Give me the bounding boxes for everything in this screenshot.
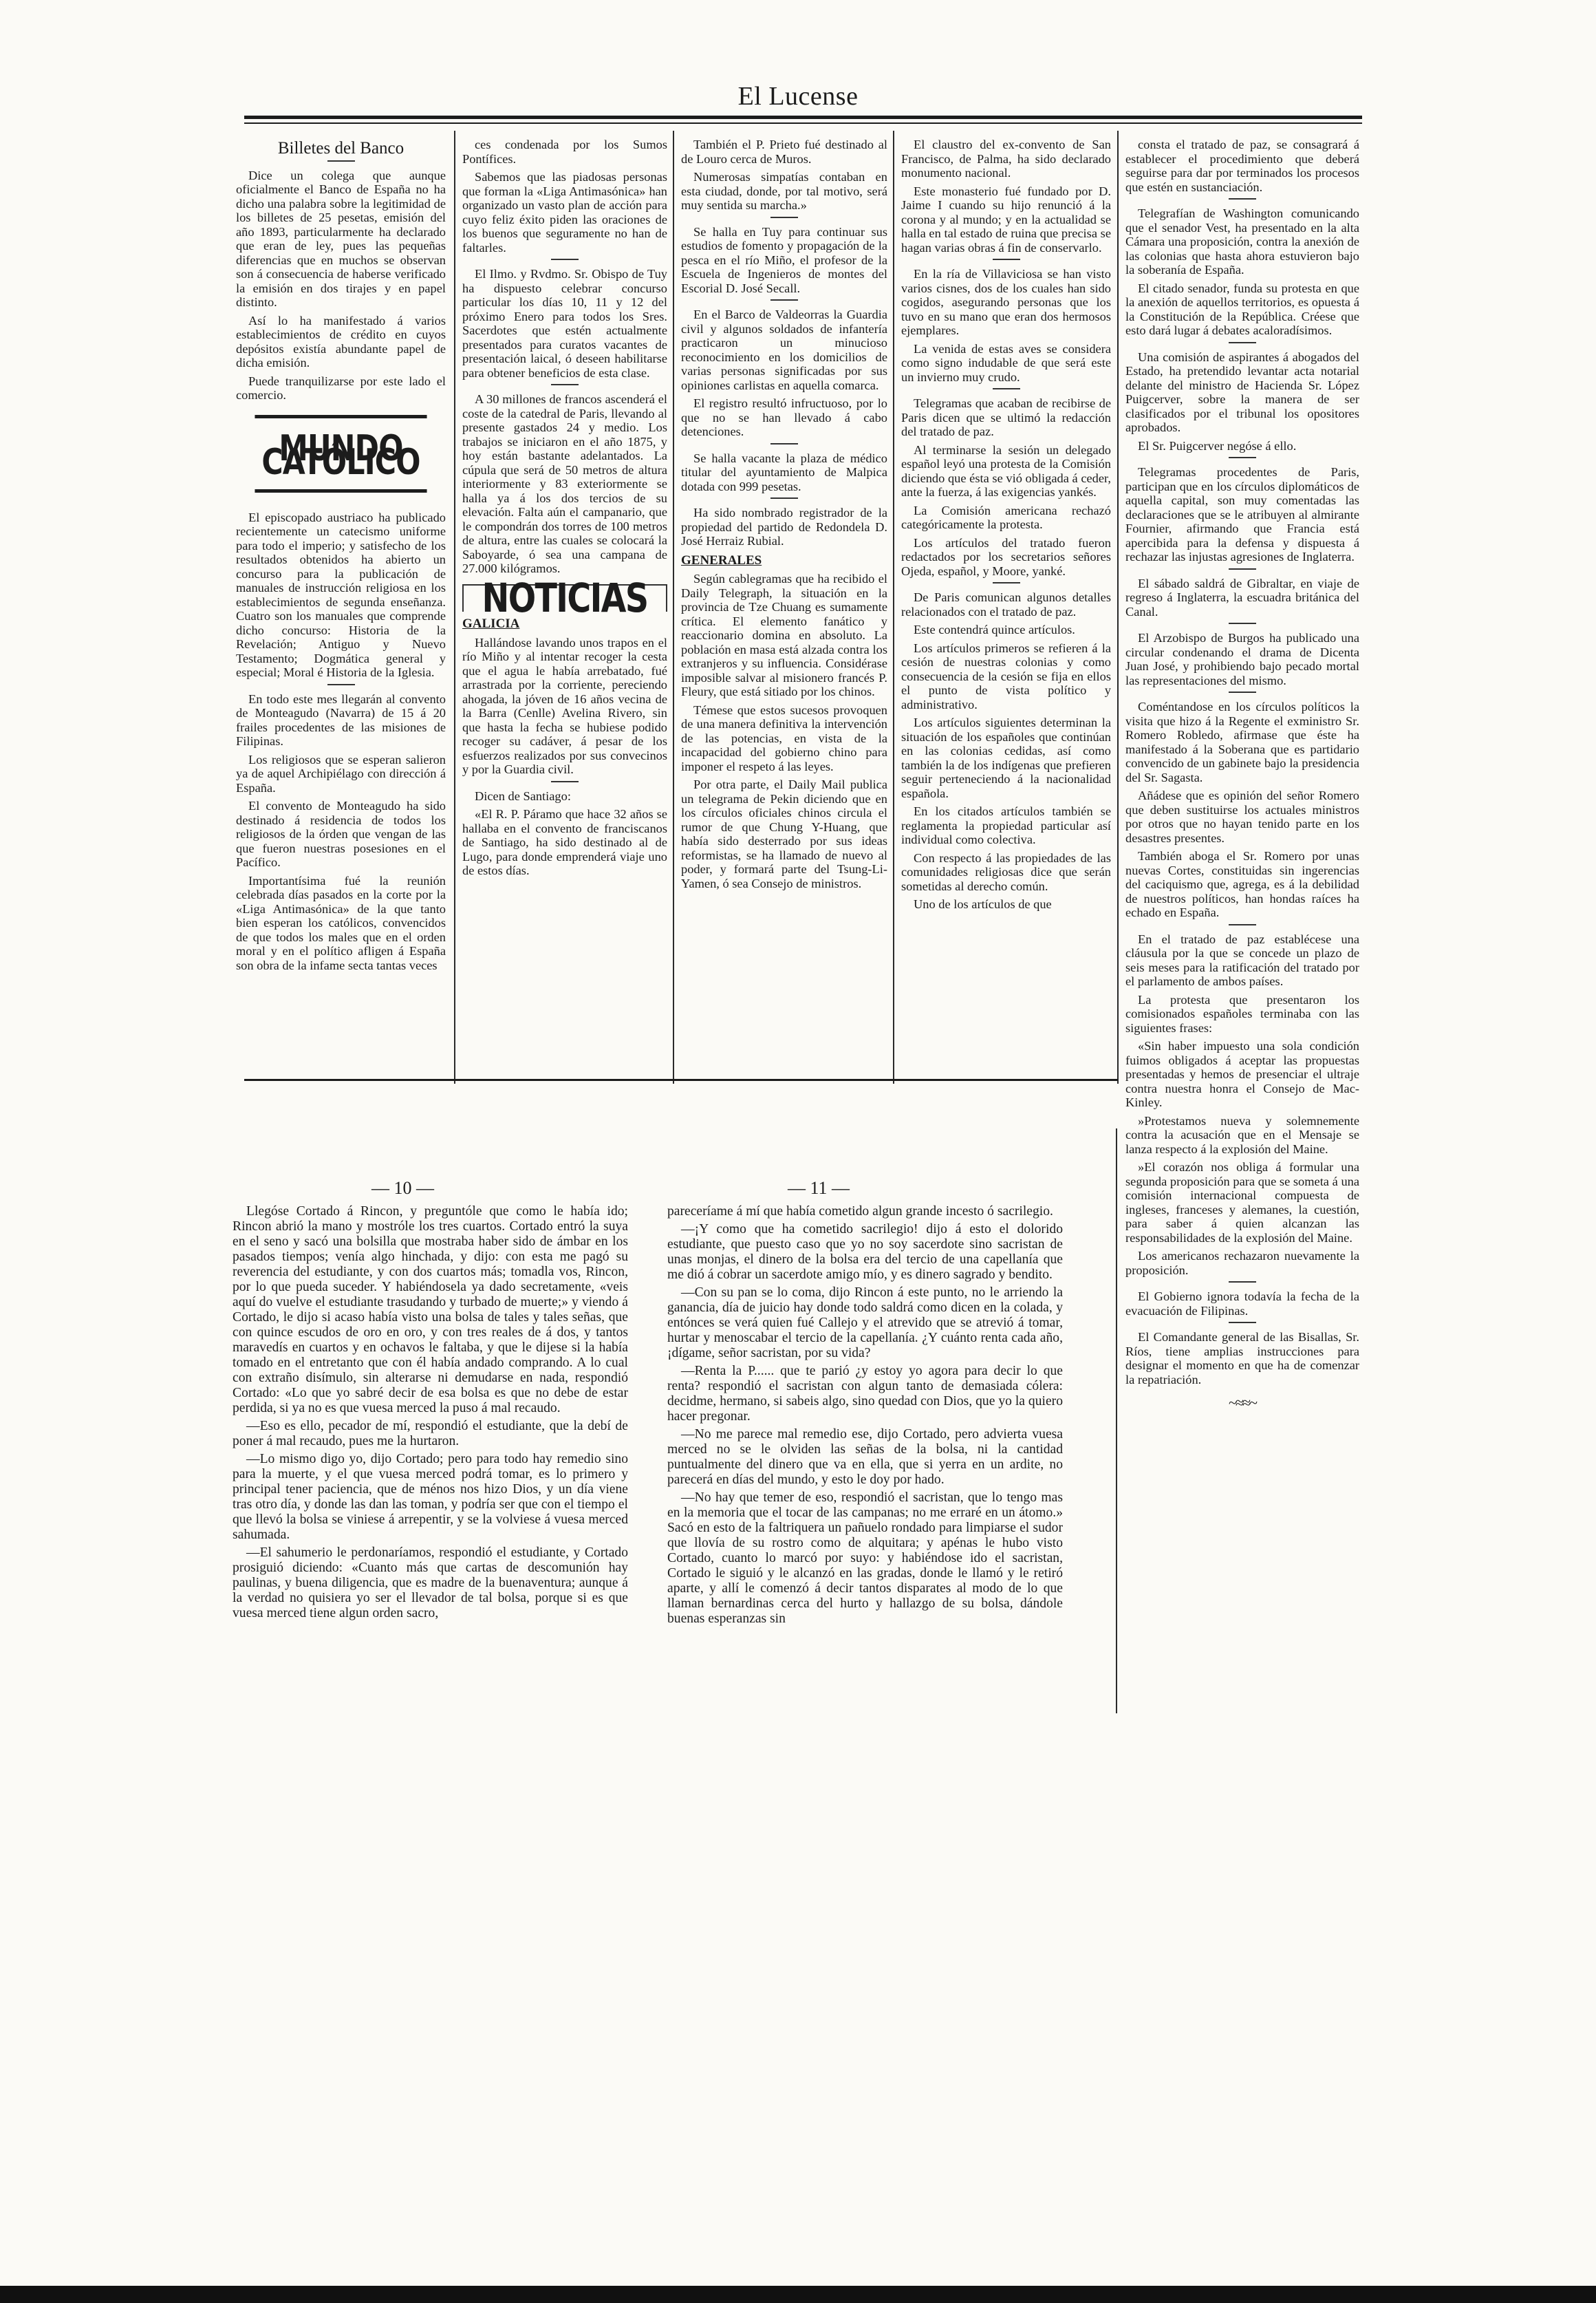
paragraph: Telegramas que acaban de recibirse de Paris dicen que se ultimó la redacción del tratado de paz. — [901, 396, 1111, 438]
paragraph: —Lo mismo digo yo, dijo Cortado; pero para todo hay remedio sino para la muerte, y el que vuesa merced podrá tomar, es lo primero y principal tener paciencia, que de ménos nos hizo Dios, y un día viene tras otro día, y donde las dan las toman, y podría ser que con el tiempo el que llevó la bolsa se viniese á arrepentir, y se la volviese á vuesa merced sahumada. — [233, 1452, 628, 1542]
ornament: ~≈≈~ — [1229, 1394, 1256, 1411]
paragraph: El sábado saldrá de Gibraltar, en viaje de regreso á Inglaterra, la escuadra británica del Canal. — [1125, 576, 1359, 619]
paragraph: —Con su pan se lo coma, dijo Rincon á este punto, no le arriendo la ganancia, día de juicio hay donde todo saldrá como dicen en la colada, y entónces se verá quien fué Callejo y el atrevido que se atrevió á tomar, hurtar y menoscabar el tercio de la capellanía. ¿Y cuánto renta cada año, ¡dígame, señor sacristan, por su vida? — [667, 1285, 1063, 1360]
separator — [327, 684, 355, 685]
paragraph: »El corazón nos obliga á formular una segunda proposición para que se someta á una comisión internacional compuesta de ingleses, franceses y alemanes, la cuestión, para saber á quien alcanzan las responsabilidades de la explosión del Maine. — [1125, 1160, 1359, 1245]
header-rule — [244, 116, 1362, 119]
paragraph: El Arzobispo de Burgos ha publicado una circular condenando el drama de Dicenta Juan José, y prohibiendo bajo pecado mortal las representaciones del mismo. — [1125, 631, 1359, 687]
paragraph: Los artículos primeros se refieren á la cesión de nuestras colonias y como consecuencia de la cesión se fija en ellos el punto de vista político y administrativo. — [901, 641, 1111, 711]
paragraph: En el Barco de Valdeorras la Guardia civil y algunos soldados de infantería practicaron un minucioso reconocimiento en los domicilios de varias personas significadas por sus opiniones carlistas en aquella comarca. — [681, 308, 887, 392]
header-rule-thin — [244, 122, 1362, 124]
subsection-heading: GALICIA — [462, 617, 520, 631]
paragraph: Uno de los artículos de que — [914, 897, 1052, 911]
paragraph: Al terminarse la sesión un delegado español leyó una protesta de la Comisión diciendo que ésta se vió obligada á ceder, ante la fuerza, á las exigencias yankés. — [901, 442, 1111, 499]
separator — [770, 299, 798, 301]
paragraph: —No hay que temer de eso, respondió el sacristan, que lo tengo mas en la memoria que el tocar de las campanas; no me erraré en un átomo.» Sacó en esto de la faltriquera un pañuelo rondado para limpiarse el sudor que llovía de su rostro como de alquitara; y apénas le hubo visto Cortado, cuanto lo marcó por suyo: y habiéndose ido el sacristan, Cortado le siguió y le alcanzó en las gradas, donde le llamó y le retiró aparte, y allí le comenzó á decir tantos disparates al modo de lo que llaman bernardinas cerca del hurto y hallazgo de su bolsa, dándole buenas esperanzas sin — [667, 1490, 1063, 1626]
paragraph: Sabemos que las piadosas personas que forman la «Liga Antimasónica» han organizado un vasto plan de acción para cuyo feliz éxito piden las oraciones de los buenos que seguramente no han de faltarles. — [462, 170, 667, 255]
section-heading-mundo-catolico: MUNDO CATÓLICO — [255, 415, 427, 493]
paragraph: Los artículos siguientes determinan la situación de los españoles que continúan en las colonias cedidas, así como también la de los indígenas que prefieren seguir perteneciendo á la nacionalidad española. — [901, 716, 1111, 800]
paragraph: Témese que estos sucesos provoquen de una manera definitiva la intervención de las potencias, en vista de la incapacidad del gobierno chino para imponer el respeto á las leyes. — [681, 703, 887, 773]
paragraph: Los religiosos que se esperan salieron ya de aquel Archipiélago con dirección á España. — [236, 752, 446, 795]
paragraph: Según cablegramas que ha recibido el Daily Telegraph, la situación en la provincia de Tze Chuang es sumamente crítica. El elemento fanático y reaccionario domina en absoluto. La población en masa está alzada contra los extranjeros y su influencia. Considérase imposible salvar al misionero francés P. Fleury, que está sitiado por los chinos. — [681, 572, 887, 698]
scan-edge — [0, 2286, 1596, 2303]
paragraph: La protesta que presentaron los comisionados españoles terminaba con las siguientes frases: — [1125, 992, 1359, 1035]
page-number-left: — 10 — — [371, 1178, 434, 1198]
column-2 — [462, 138, 667, 882]
paragraph: Numerosas simpatías contaban en esta ciudad, donde, por tal motivo, será muy sentida su marcha.» — [681, 170, 887, 212]
separator — [1229, 623, 1256, 624]
paragraph: También aboga el Sr. Romero por unas nuevas Cortes, constituidas sin ingerencias del caciquismo que, agrega, es á la debilidad de nuestros políticos, han hondas raíces ha echado en España. — [1125, 849, 1359, 919]
separator — [327, 160, 355, 162]
separator — [993, 388, 1020, 389]
paragraph: ces condenada por los Sumos Pontífices. — [462, 138, 667, 166]
paragraph: Añádese que es opinión del señor Romero que deben sustituirse los actuales ministros por otros que no hayan tenido parte en los desastres presentes. — [1125, 789, 1359, 845]
separator — [770, 443, 798, 444]
column-1 — [236, 138, 446, 976]
separator — [551, 259, 579, 260]
paragraph: La Comisión americana rechazó categóricamente la protesta. — [901, 503, 1111, 531]
separator — [1229, 1322, 1256, 1323]
separator — [1229, 1281, 1256, 1283]
paragraph: También el P. Prieto fué destinado al de Louro cerca de Muros. — [681, 138, 887, 166]
middle-rule — [244, 1079, 1118, 1081]
column-rule — [1116, 1128, 1117, 1713]
paragraph: El convento de Monteagudo ha sido destinado á residencia de todos los religiosos de la órden que vengan de las que fueron nuestras posesiones en el Pacífico. — [236, 799, 446, 869]
paragraph: El claustro del ex-convento de San Francisco, de Palma, ha sido declarado monumento nacional. — [901, 138, 1111, 180]
column-3 — [681, 138, 887, 895]
paragraph: Una comisión de aspirantes á abogados del Estado, ha pretendido levantar acta notarial delante del ministro de Hacienda Sr. López Puigcerver, sobre la manera de ser clasificados por el tribunal los opositores aprobados. — [1125, 350, 1359, 434]
separator — [770, 497, 798, 499]
paragraph: Dice un colega que aunque oficialmente el Banco de España no ha dicho una palabra sobre la legitimidad de los billetes de 25 pesetas, emisión del año 1893, particularmente ha declarado que eran de ley, pues las pequeñas diferencias que en muchos se observan son á consecuencia de haberse verificado la emisión en dos tirajes y en papel distinto. — [236, 168, 446, 309]
paragraph: El Gobierno ignora todavía la fecha de la evacuación de Filipinas. — [1125, 1289, 1359, 1318]
paragraph: La venida de estas aves se considera como signo indudable de que será este un invierno muy crudo. — [901, 341, 1111, 384]
paragraph: Telegramas procedentes de Paris, participan que en los círculos diplomáticos de aquella capital, son muy comentadas las declaraciones que se le atribuyen al almirante Fournier, afirmando que Francia está apercibida para la defensa y dispuesta á rechazar las injustas agresiones de Inglaterra. — [1125, 465, 1359, 564]
separator — [551, 384, 579, 385]
paragraph: «El R. P. Páramo que hace 32 años se hallaba en el convento de franciscanos de Santiago, ha sido destinado al de Lugo, para donde emprenderá viaje uno de estos días. — [462, 807, 667, 877]
column-rule — [893, 131, 894, 1084]
paragraph: »Protestamos nueva y solemnemente contra la acusación que en el Mensaje se lanza respecto á la explosión del Maine. — [1125, 1113, 1359, 1156]
paragraph: En los citados artículos también se reglamenta la propiedad particular así individual como colectiva. — [901, 804, 1111, 846]
separator — [1229, 342, 1256, 343]
paragraph: Telegrafían de Washington comunicando que el senador Vest, ha presentado en la alta Cámara una proposición, contra la anexión de las colonias que hasta ahora estuvieron bajo la soberanía de España. — [1125, 206, 1359, 277]
paragraph: De Paris comunican algunos detalles relacionados con el tratado de paz. — [901, 590, 1111, 619]
article-title: Billetes del Banco — [277, 139, 405, 158]
paragraph: —No me parece mal remedio ese, dijo Cortado, pero advierta vuesa merced no se le olviden las señas de la bolsa, ni la cantidad puntualmente del dinero que va en ella, que si yerra en un ardite, no parecerá en días del mundo, y esto le doy por hado. — [667, 1427, 1063, 1487]
paragraph: Este contendrá quince artículos. — [914, 623, 1075, 636]
column-rule — [454, 131, 455, 1084]
page-number-right: — 11 — — [788, 1178, 850, 1198]
paragraph: —¡Y como que ha cometido sacrilegio! dijo á esto el dolorido estudiante, que puesto caso que yo no soy sacerdote sino sacristan de unas monjas, el dinero de la bolsa era del tercio de una capellanía que me dió á cobrar un sacerdote amigo mío, y es dinero sagrado y bendito. — [667, 1222, 1063, 1282]
paragraph: consta el tratado de paz, se consagrará á establecer el procedimiento que deberá seguirse para dar por terminados los procesos que estén en sustanciación. — [1125, 138, 1359, 194]
paragraph: Puede tranquilizarse por este lado el comercio. — [236, 374, 446, 402]
column-rule — [1117, 131, 1119, 1084]
paragraph: Los artículos del tratado fueron redactados por los secretarios señores Ojeda, español, y Moore, yanké. — [901, 535, 1111, 578]
section-heading-noticias — [462, 574, 667, 621]
separator — [993, 582, 1020, 583]
paragraph: pareceríame á mí que había cometido algun grande incesto ó sacrilegio. — [667, 1204, 1053, 1219]
paragraph: «Sin haber impuesto una sola condición fuimos obligados á aceptar las propuestas presentadas y hemos de presenciar el ultraje contra nuestra honra el Consejo de Mac-Kinley. — [1125, 1039, 1359, 1109]
subsection-heading: GENERALES — [681, 553, 762, 568]
paragraph: Por otra parte, el Daily Mail publica un telegrama de Pekin diciendo que en los círculos oficiales chinos circula el rumor de que Chung Y-Huang, que había sido desterrado por sus ideas reformistas, se ha llamado de nuevo al poder, y formará parte del Tsung-Li-Yamen, ó sea Consejo de ministros. — [681, 778, 887, 890]
paragraph: El Comandante general de las Bisallas, Sr. Ríos, tiene amplias instrucciones para designar el momento en que ha de comenzar la repatriación. — [1125, 1330, 1359, 1386]
paragraph: Dicen de Santiago: — [475, 789, 571, 803]
paragraph: —El sahumerio le perdonaríamos, respondió el estudiante, y Cortado prosiguió diciendo: «Cuanto más que cartas de descomunión hay paulinas, y buena diligencia, que es madre de la buenaventura; aunque á la verdad no quisiera yo ser el llevador de tal bolsa, porque si es que vuesa merced tiene algun orden sacro, — [233, 1545, 628, 1620]
paragraph: Se halla en Tuy para continuar sus estudios de fomento y propagación de la pesca en el río Miño, el profesor de la Escuela de Ingenieros de montes del Escorial D. José Secall. — [681, 224, 887, 295]
column-4 — [901, 138, 1111, 916]
paragraph: —Renta la P...... que te parió ¿y estoy yo agora para decir lo que renta? respondió el sacristan con algun tanto de demasiada cólera: decidme, hermano, si sabeis algo, sino quedad con Dios, que yo la quiero hacer pregonar. — [667, 1364, 1063, 1424]
separator — [770, 217, 798, 218]
paragraph: En todo este mes llegarán al convento de Monteagudo (Navarra) de 15 á 20 frailes procedentes de las misiones de Filipinas. — [236, 692, 446, 748]
separator — [551, 781, 579, 782]
paragraph: A 30 millones de francos ascenderá el coste de la catedral de Paris, llevando al presente gastados 24 y medio. Los trabajos se iniciaron en el año 1875, y hoy están bastante adelantados. La cúpula que será de 50 metros de altura interiormente y 83 exteriormente se halla ya á los dos tercios de su elevación. Falta aún el campanario, que le compondrán dos torres de 100 metros de altura, entre las cuales se colocará la Saboyarde, ó sea una campana de 27.000 kilógramos. — [462, 392, 667, 575]
paragraph: Importantísima fué la reunión celebrada días pasados en la corte por la «Liga Antimasónica» de la que tanto bien esperan los católicos, convencidos de que todos los males que en el orden moral y en el político afligen á España son obra de la infame secta tantas veces — [236, 873, 446, 972]
column-rule — [673, 131, 674, 1084]
separator — [1229, 692, 1256, 693]
paragraph: Este monasterio fué fundado por D. Jaime I cuando su hijo renunció á la corona y al mundo; y en la actualidad se halla en tal estado de ruina que precisa se hagan varias obras á fin de conservarlo. — [901, 184, 1111, 255]
separator — [993, 259, 1020, 260]
paragraph: Se halla vacante la plaza de médico titular del ayuntamiento de Malpica dotada con 999 pesetas. — [681, 451, 887, 493]
paragraph: Llegóse Cortado á Rincon, y preguntóle que como le había ido; Rincon abrió la mano y mostróle los tres cuartos. Cortado entró la suya en el seno y sacó una bolsilla que mostraba haber sido de ámbar en los pasados tiempos; venía algo hinchada, y dijo: con esta me pagó su reverencia del estudiante, y con dos cuartos más; tomadla vos, Rincon, por lo que pueda suceder. Y habiéndosela ya dado secretamente, «veis aquí do vuelve el estudiante trasudando y turbado de muerte;» y viendo á Cortado, le dijo si acaso había visto una bolsa de tales y tales señas, que con quince escudos de oro en oro, y con tres reales de á dos, y tantos maravedís en cuartos y en ochavos le faltaba, y que le dijese si la había tomado en el entretanto que con él había andado comprando. A lo cual con extraño disímulo, sin alterarse ni demudarse en nada, respondió Cortado: «Lo que yo sabré decir de esa bolsa es que no debe de estar perdida, si ya no es que vuesa merced la puso á mal recaudo. — [233, 1204, 628, 1415]
noticias-label: NOTICIAS — [482, 574, 648, 621]
separator — [1229, 924, 1256, 925]
paragraph: Coméntandose en los círculos políticos la visita que hizo á la Regente el exministro Sr. Romero Robledo, afirmase que éste ha manifestado á la Soberana que es partidario convencido de un gabinete bajo la presidencia del Sr. Sagasta. — [1125, 700, 1359, 784]
paragraph: El Sr. Puigcerver negóse á ello. — [1138, 438, 1297, 453]
paragraph: Así lo ha manifestado á varios establecimientos de crédito en cuyos depósitos existía abundante papel de dicha emisión. — [236, 313, 446, 369]
book-page-right — [667, 1204, 1063, 1629]
separator — [1229, 568, 1256, 570]
paragraph: Ha sido nombrado registrador de la propiedad del partido de Redondela D. José Herraiz Rubial. — [681, 506, 887, 548]
paragraph: Hallándose lavando unos trapos en el río Miño y al intentar recoger la cesta que el agua le había arrebatado, fué arrastrada por la corriente, pereciendo ahogada, la jóven de 16 años vecina de la Barra (Cenlle) Avelina Rivero, sin que hasta la fecha se hubiese podido recoger su cadáver, á pesar de los esfuerzos realizados por sus convecinos y por la Guardia civil. — [462, 635, 667, 776]
paragraph: El Ilmo. y Rvdmo. Sr. Obispo de Tuy ha dispuesto celebrar concurso particular los días 10, 11 y 12 del próximo Enero para todos los Sres. Sacerdotes que estén actualmente presentados para curatos vacantes de presentación laical, ó deseen habilitarse para obtener beneficios de esta clase. — [462, 267, 667, 380]
book-page-left — [233, 1204, 628, 1624]
paragraph: En la ría de Villaviciosa se han visto varios cisnes, dos de los cuales han sido cogidos, asegurando personas que los tuvo en su mano que eran dos hermosos ejemplares. — [901, 267, 1111, 337]
column-5 — [1125, 138, 1359, 1411]
separator — [1229, 457, 1256, 458]
paragraph: El registro resultó infructuoso, por lo que no se han llevado á cabo detenciones. — [681, 396, 887, 438]
paragraph: En el tratado de paz establécese una cláusula por la que se concede un plazo de seis meses para la ratificación del tratado por el parlamento de ambos países. — [1125, 932, 1359, 988]
separator — [1229, 198, 1256, 200]
paragraph: Con respecto á las propiedades de las comunidades religiosas dice que serán sometidas al derecho común. — [901, 850, 1111, 893]
paragraph: —Eso es ello, pecador de mí, respondió el estudiante, que la debí de poner á mal recaudo, pues me la hurtaron. — [233, 1419, 628, 1448]
page-title: El Lucense — [737, 82, 859, 111]
paragraph: El citado senador, funda su protesta en que la anexión de aquellos territorios, es opuesta á la Constitución de la República. Créese que esto dará lugar á debates acaloradísimos. — [1125, 281, 1359, 337]
paragraph: El episcopado austriaco ha publicado recientemente un catecismo uniforme para todo el imperio; y satisfecho de los resultados obtenidos ha abierto un concurso para la publicación de manuales de instrucción religiosa en los establecimientos de segunda enseñanza. Cuatro son los manuales que comprende dicho concurso: Historia de la Revelación; Antiguo y Nuevo Testamento; Dogmática general y especial; Moral é Historia de la Iglesia. — [236, 510, 446, 679]
paragraph: Los americanos rechazaron nuevamente la proposición. — [1125, 1249, 1359, 1277]
